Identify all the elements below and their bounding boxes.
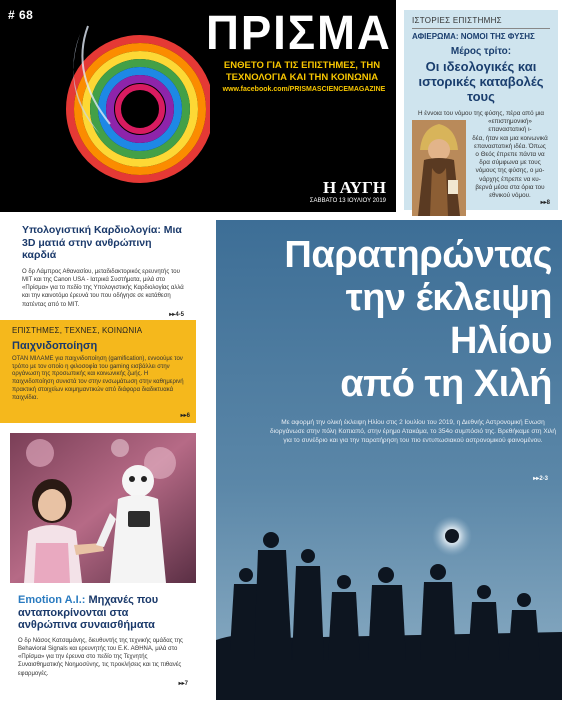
magazine-tagline: ΕΝΘΕΤΟ ΓΙΑ ΤΙΣ ΕΠΙΣΤΗΜΕΣ, ΤΗΝ ΤΕΧΝΟΛΟΓΙΑ ΚΑΙ ΤΗΝ ΚΟΙΝΩΝΙΑ: [223, 60, 381, 83]
story-emotion-ai[interactable]: [10, 590, 196, 700]
headline-line: Παρατηρώντας: [284, 234, 552, 276]
article-part: Μέρος τρίτο:: [450, 46, 512, 57]
portrait-illustration: [412, 120, 466, 216]
robot-child-photo: [10, 433, 196, 583]
story-title-rest: Μηχανές που ανταποκρίνονται στα ανθρώπινα συναισθήματα: [18, 594, 159, 631]
newspaper-name: Η ΑΥΓΗ: [323, 178, 386, 197]
history-of-science-box: [404, 10, 558, 210]
story-title: Υπολογιστική Καρδιολογία: Μια 3D ματιά στην ανθρώπινη καρδιά: [22, 224, 182, 261]
headline-line: από τη Χιλή: [340, 363, 552, 405]
body-line: επαναστατική ιδέα. Όπως: [474, 142, 546, 150]
feature-lede: Με αφορμή την ολική έκλειψη Ηλίου στις 2 Ιουλίου του 2019, η Διεθνής Αστρονομική Ενωση διοργάνωσε στην πόλη Κοπιαπό, στην έρημο Ατακάμα, το 354ο συμπόσιό της. Βρεθήκαμε στη Χιλή για το συνέδριο και για την παρατήρηση του πιο εντυπωσιακού αστρονομικού φαινομένου.: [270, 419, 556, 444]
page-ref: ▸▸8: [540, 200, 550, 206]
page-ref: ▸▸7: [178, 680, 188, 687]
story-body: ΟΤΑΝ ΜΙΛΑΜΕ για παιχνιδοποίηση (gamification), εννοούμε τον τρόπο με τον οποίο η φιλοσοφία του gaming εισβάλλει στην οργάνωση της προσωπικής και κοινωνικής ζωής. Η παιχνιδοποίηση συνιστά τον στην ενσωμάτωση στην καθημερινή πρακτική στοιχείων κοιμημαντικών από διάφορα διαδικτυακά παιχνίδια.: [12, 356, 184, 401]
story-title: [18, 594, 188, 632]
issue-number: # 68: [8, 8, 34, 22]
story-title: Παιχνιδοποίηση: [12, 340, 98, 352]
body-line: «επιστημονική» επαναστατική ι-: [488, 118, 532, 134]
story-body: Ο δρ Λάμπρος Αθανασίου, μεταδιδακτορικός ερευνητής του MIT και της Canon USA - Ιατρικά Συστήματα, μιλά στο «Πρίσμα» για το πεδίο της Υπολογιστικής Καρδιολογίας αλλά και την καινοτόμο έρευνά του που οδήγησε σε κατάθεση πατέντας από το MIT.: [22, 268, 184, 308]
body-line: ο Θεός έπρεπε πάντα να: [475, 151, 545, 159]
body-line: εθνικού νόμου.: [489, 192, 531, 200]
article-kicker: ΑΦΙΕΡΩΜΑ: ΝΟΜΟΙ ΤΗΣ ΦΥΣΗΣ: [412, 32, 535, 41]
article-body: [412, 110, 550, 210]
issue-date: ΣΑΒΒΑΤΟ 13 ΙΟΥΛΙΟΥ 2019: [309, 198, 386, 204]
facebook-link[interactable]: www.facebook.com/PRISMASCIENCEMAGAZINE: [222, 86, 386, 93]
story-body: Ο δρ Νάσος Κατσαμάνης, διευθυντής της τεχνικής ομάδας της Behavioral Signals και ερευνητής του Ε.Κ. ΑΘΗΝΑ, μιλά στο «Πρίσμα» για την έρευνα στο πεδίο της Τεχνητής Συναισθηματικής Νοημοσύνης, τις προκλήσεις και τις πιθανές εφαρμογές.: [18, 637, 183, 677]
page-ref: ▸▸6: [180, 413, 190, 419]
article-title[interactable]: [412, 44, 550, 104]
article-title-text: Οι ιδεολογικές και ιστορικές καταβολές τους: [418, 59, 544, 104]
feature-eclipse[interactable]: [216, 220, 562, 700]
feature-headline: [222, 234, 552, 406]
page-ref: ▸▸4-5: [169, 311, 184, 318]
masthead: [0, 0, 396, 212]
headline-line: την έκλειψη: [345, 277, 552, 319]
body-line: δρα σύμφωνα με τους: [479, 159, 541, 167]
prism-swirl-graphic: [40, 14, 210, 184]
page-ref: ▸▸2-3: [533, 476, 548, 482]
story-gamification[interactable]: [0, 320, 196, 423]
headline-line: Ηλίου: [450, 320, 552, 362]
story-title-lead: Emotion A.I.:: [18, 594, 86, 606]
body-line: νόμους της φύσης, ο μο-: [475, 167, 545, 175]
story-cardiology[interactable]: [10, 220, 196, 318]
body-line: Η έννοια του νόμου της φύσης, πέρα από μια: [417, 110, 544, 117]
body-line: βερνά μέσα στα όρια του: [475, 183, 545, 191]
magazine-logo: ΠΡΙΣΜΑ: [206, 7, 392, 60]
section-label: ΕΠΙΣΤΗΜΕΣ, ΤΕΧΝΕΣ, ΚΟΙΝΩΝΙΑ: [12, 326, 143, 335]
section-label: ΙΣΤΟΡΙΕΣ ΕΠΙΣΤΗΜΗΣ: [412, 16, 502, 25]
divider: [412, 28, 550, 29]
body-line: νάρχης έπρεπε να κυ-: [479, 175, 541, 183]
body-line: δέα, ήταν και μια κοινωνικά: [472, 134, 548, 142]
